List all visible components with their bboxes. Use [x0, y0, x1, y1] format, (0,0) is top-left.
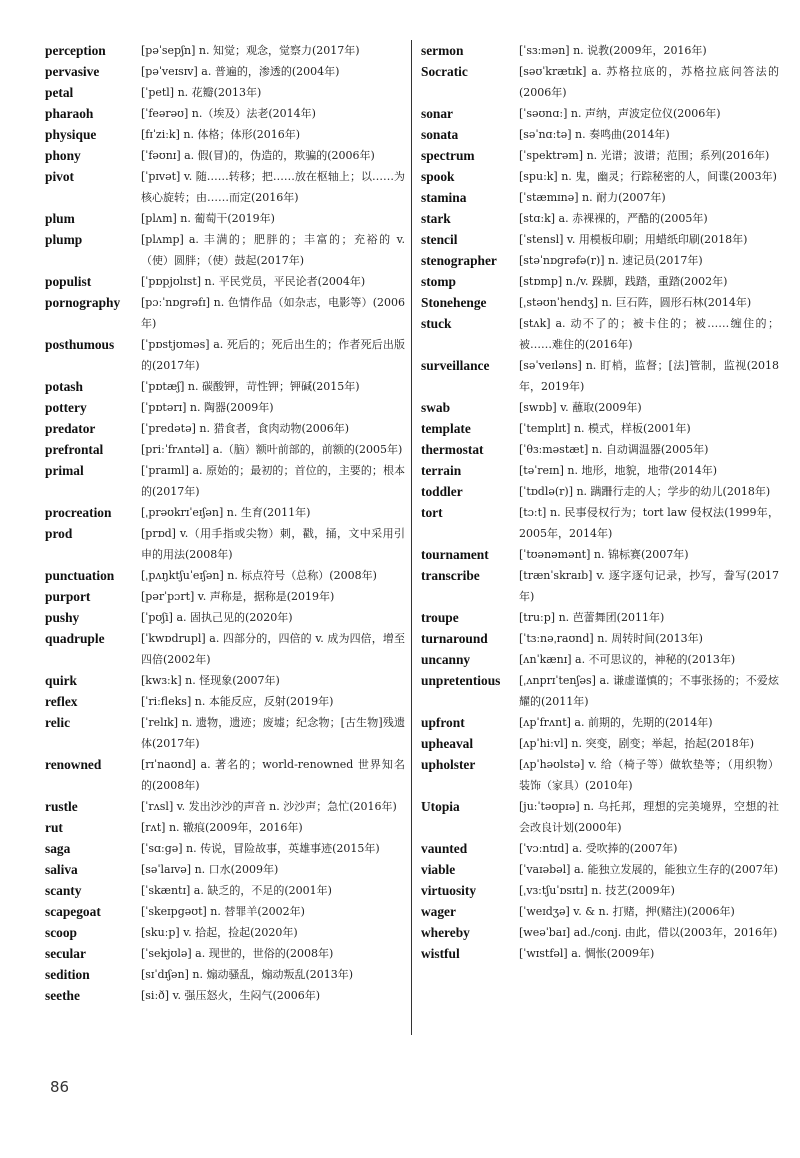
headword: wager	[421, 904, 456, 919]
vocab-entry	[421, 670, 779, 712]
vocab-entry	[421, 355, 779, 397]
definition: [ˈrelɪk] n. 遗物，遗迹；废墟；纪念物；[古生物]残遗体(2017年)	[141, 716, 405, 750]
vocab-entry	[45, 922, 405, 943]
definition: [ˈθɜːməstæt] n. 自动调温器(2005年)	[519, 443, 709, 456]
vocab-entry	[421, 439, 779, 460]
definition: [ˈstensl] v. 用模板印刷；用蜡纸印刷(2018年)	[519, 233, 748, 246]
definition: [ˌstəʊnˈhendʒ] n. 巨石阵，圆形石林(2014年)	[519, 296, 752, 309]
definition: [ˈsekjʊlə] a. 现世的，世俗的(2008年)	[141, 947, 334, 960]
vocab-entry	[45, 145, 405, 166]
vocab-entry	[45, 628, 405, 670]
vocab-entry	[45, 376, 405, 397]
vocab-entry	[45, 82, 405, 103]
vocab-entry	[421, 61, 779, 103]
headword: stencil	[421, 232, 458, 247]
headword: saliva	[45, 862, 78, 877]
definition: [ʌpˈhiːvl] n. 突变，剧变；举起，抬起(2018年)	[519, 737, 755, 750]
vocab-entry	[421, 418, 779, 439]
headword: pervasive	[45, 64, 100, 79]
headword: thermostat	[421, 442, 484, 457]
headword: Stonehenge	[421, 295, 487, 310]
vocab-entry	[45, 61, 405, 82]
vocab-entry	[45, 40, 405, 61]
definition: [səʊˈkrætɪk] a. 苏格拉底的，苏格拉底问答法的(2006年)	[519, 65, 779, 99]
headword: posthumous	[45, 337, 115, 352]
definition: [ˈpɒtərɪ] n. 陶器(2009年)	[141, 401, 274, 414]
vocab-entry	[45, 901, 405, 922]
vocab-entry	[45, 985, 405, 1006]
vocab-entry	[45, 964, 405, 985]
definition: [ˈskæntɪ] a. 缺乏的，不足的(2001年)	[141, 884, 332, 897]
headword: Socratic	[421, 64, 468, 79]
definition: [ˈpɒpjʊlɪst] n. 平民党员，平民论者(2004年)	[141, 275, 366, 288]
definition: [weəˈbaɪ] ad./conj. 由此，借以(2003年，2016年)	[519, 926, 778, 939]
definition: [plʌm] n. 葡萄干(2019年)	[141, 212, 275, 225]
definition: [ˈpɒstjʊməs] a. 死后的；死后出生的；作者死后出版的(2017年)	[141, 338, 405, 372]
definition: [səˈveɪləns] n. 盯梢，监督；[法]管制，监视(2018年，2019年)	[519, 359, 779, 393]
vocab-entry	[421, 859, 779, 880]
definition: [təˈreɪn] n. 地形，地貌，地带(2014年)	[519, 464, 718, 477]
headword: wistful	[421, 946, 460, 961]
definition: [prɒd] v.（用手指或尖物）刺，戳，捅，文中采用引申的用法(2008年)	[141, 527, 405, 561]
definition: [tɔːt] n. 民事侵权行为；tort law 侵权法(1999年，2005年，2014年)	[519, 506, 779, 540]
vocab-entry	[45, 880, 405, 901]
page-number: 86	[50, 1078, 70, 1096]
headword: perception	[45, 43, 106, 58]
definition: [ˈpʊʃi] a. 固执己见的(2020年)	[141, 611, 293, 624]
vocab-entry	[45, 103, 405, 124]
headword: sonar	[421, 106, 453, 121]
vocab-entry	[421, 166, 779, 187]
vocab-entry	[421, 565, 779, 607]
vocab-entry	[45, 124, 405, 145]
headword: sonata	[421, 127, 459, 142]
definition: [ˈtʊənəmənt] n. 锦标赛(2007年)	[519, 548, 689, 561]
vocab-entry	[45, 586, 405, 607]
definition: [truːp] n. 芭蕾舞团(2011年)	[519, 611, 665, 624]
headword: upheaval	[421, 736, 474, 751]
vocab-entry	[421, 880, 779, 901]
headword: spook	[421, 169, 455, 184]
definition: [pɔːˈnɒgrəfɪ] n. 色情作品（如杂志，电影等）(2006年)	[141, 296, 405, 330]
definition: [ˈtɒdlə(r)] n. 蹒跚行走的人；学步的幼儿(2018年)	[519, 485, 771, 498]
vocab-entry	[421, 187, 779, 208]
definition: [ˈsɑːgə] n. 传说，冒险故事，英雄事迹(2015年)	[141, 842, 380, 855]
definition: [ˈsəʊnɑː] n. 声纳，声波定位仪(2006年)	[519, 107, 721, 120]
headword: stomp	[421, 274, 456, 289]
definition: [pərˈpɔrt] v. 声称是，据称是(2019年)	[141, 590, 335, 603]
definition: [ˌvɜːtʃuˈɒsɪtɪ] n. 技艺(2009年)	[519, 884, 675, 897]
headword: secular	[45, 946, 86, 961]
headword: viable	[421, 862, 456, 877]
vocab-entry	[45, 838, 405, 859]
vocab-entry	[45, 439, 405, 460]
headword: transcribe	[421, 568, 480, 583]
headword: virtuosity	[421, 883, 477, 898]
headword: scapegoat	[45, 904, 101, 919]
headword: stark	[421, 211, 451, 226]
definition: [ˈskeɪpgəʊt] n. 替罪羊(2002年)	[141, 905, 305, 918]
headword: upfront	[421, 715, 465, 730]
headword: tournament	[421, 547, 489, 562]
vocab-entry	[421, 922, 779, 943]
left-column	[45, 40, 405, 1006]
vocab-entry	[421, 124, 779, 145]
vocab-entry	[45, 334, 405, 376]
headword: rut	[45, 820, 63, 835]
definition: [ˈvaɪəbəl] a. 能独立发展的，能独立生存的(2007年)	[519, 863, 779, 876]
definition: [ˈtemplɪt] n. 模式，样板(2001年)	[519, 422, 691, 435]
headword: Utopia	[421, 799, 460, 814]
column-divider	[411, 40, 412, 1035]
vocab-entry	[421, 397, 779, 418]
definition: [ʌpˈhəʊlstə] v. 给（椅子等）做软垫等；（用织物）装饰（家具）(2010年)	[519, 758, 779, 792]
vocab-entry	[421, 901, 779, 922]
headword: pottery	[45, 400, 87, 415]
headword: phony	[45, 148, 81, 163]
vocab-entry	[45, 418, 405, 439]
vocab-entry	[421, 250, 779, 271]
headword: reflex	[45, 694, 78, 709]
headword: prefrontal	[45, 442, 104, 457]
headword: pushy	[45, 610, 80, 625]
definition: [səˈlaɪvə] n. 口水(2009年)	[141, 863, 279, 876]
vocab-entry	[421, 628, 779, 649]
vocab-entry	[421, 313, 779, 355]
vocab-entry	[421, 145, 779, 166]
headword: sermon	[421, 43, 464, 58]
definition: [juːˈtəʊpɪə] n. 乌托邦，理想的完美境界，空想的社会改良计划(2000年)	[519, 800, 779, 834]
definition: [ˈvɔːntɪd] a. 受吹捧的(2007年)	[519, 842, 678, 855]
headword: stenographer	[421, 253, 497, 268]
headword: whereby	[421, 925, 470, 940]
headword: swab	[421, 400, 451, 415]
vocab-entry	[45, 460, 405, 502]
definition: [siːð] v. 强压怒火，生闷气(2006年)	[141, 989, 321, 1002]
headword: pharaoh	[45, 106, 94, 121]
definition: [ˈpetl] n. 花瓣(2013年)	[141, 86, 262, 99]
headword: procreation	[45, 505, 112, 520]
definition: [pəˈsepʃn] n. 知觉；观念，觉察力(2017年)	[141, 44, 360, 57]
definition: [kwɜːk] n. 怪现象(2007年)	[141, 674, 280, 687]
vocab-entry	[421, 649, 779, 670]
headword: rustle	[45, 799, 78, 814]
vocab-entry	[45, 670, 405, 691]
vocab-entry	[45, 817, 405, 838]
definition: [fɪˈziːk] n. 体格；体形(2016年)	[141, 128, 301, 141]
vocab-entry	[45, 754, 405, 796]
definition: [ˌʌnprɪˈtenʃəs] a. 谦虚谨慎的；不事张扬的；不爱炫耀的(2011年)	[519, 674, 779, 708]
definition: [stəˈnɒgrəfə(r)] n. 速记员(2017年)	[519, 254, 703, 267]
headword: renowned	[45, 757, 102, 772]
definition: [stɒmp] n./v. 跺脚，践踏，重踏(2002年)	[519, 275, 728, 288]
vocab-entry	[45, 565, 405, 586]
definition: [spuːk] n. 鬼，幽灵；行踪秘密的人，间谍(2003年)	[519, 170, 777, 183]
vocab-entry	[421, 796, 779, 838]
headword: scoop	[45, 925, 77, 940]
definition: [trænˈskraɪb] v. 逐字逐句记录，抄写，誊写(2017年)	[519, 569, 779, 603]
headword: stuck	[421, 316, 452, 331]
vocab-entry	[45, 607, 405, 628]
vocab-entry	[421, 271, 779, 292]
vocab-entry	[421, 502, 779, 544]
definition: [ˈfəʊnɪ] a. 假(冒)的，伪造的，欺骗的(2006年)	[141, 149, 375, 162]
headword: populist	[45, 274, 92, 289]
headword: uncanny	[421, 652, 471, 667]
vocab-entry	[45, 502, 405, 523]
vocab-entry	[421, 712, 779, 733]
headword: quadruple	[45, 631, 105, 646]
headword: sedition	[45, 967, 90, 982]
headword: relic	[45, 715, 71, 730]
vocab-entry	[45, 712, 405, 754]
headword: petal	[45, 85, 74, 100]
headword: terrain	[421, 463, 462, 478]
vocab-entry	[421, 292, 779, 313]
headword: physique	[45, 127, 97, 142]
vocab-entry	[421, 460, 779, 481]
headword: pornography	[45, 295, 121, 310]
headword: spectrum	[421, 148, 475, 163]
vocab-entry	[421, 607, 779, 628]
definition: [ˌpʌŋktʃuˈeɪʃən] n. 标点符号（总称）(2008年)	[141, 569, 377, 582]
definition: [ˈpraɪml] a. 原始的；最初的；首位的，主要的；根本的(2017年)	[141, 464, 405, 498]
definition: [skuːp] v. 拾起，捡起(2020年)	[141, 926, 298, 939]
headword: quirk	[45, 673, 78, 688]
definition: [ˈsɜːmən] n. 说教(2009年，2016年)	[519, 44, 707, 57]
vocab-entry	[45, 292, 405, 334]
vocab-entry	[45, 271, 405, 292]
headword: primal	[45, 463, 84, 478]
headword: tort	[421, 505, 443, 520]
definition: [ˈpredətə] n. 猎食者，食肉动物(2006年)	[141, 422, 350, 435]
vocab-entry	[421, 229, 779, 250]
vocab-entry	[45, 943, 405, 964]
vocab-entry	[421, 40, 779, 61]
vocab-entry	[45, 208, 405, 229]
vocab-entry	[421, 481, 779, 502]
headword: unpretentious	[421, 673, 501, 688]
headword: upholster	[421, 757, 476, 772]
vocab-entry	[45, 523, 405, 565]
definition: [rɪˈnaʊnd] a. 著名的；world-renowned 世界知名的(2008年)	[141, 758, 405, 792]
vocab-entry	[421, 208, 779, 229]
headword: template	[421, 421, 471, 436]
headword: toddler	[421, 484, 463, 499]
vocab-entry	[421, 838, 779, 859]
definition: [plʌmp] a. 丰满的；肥胖的；丰富的；充裕的 v.（使）圆胖；（使）鼓起(2017年)	[141, 233, 405, 267]
definition: [pəˈveɪsɪv] a. 普遍的，渗透的(2004年)	[141, 65, 340, 78]
definition: [səˈnɑːtə] n. 奏鸣曲(2014年)	[519, 128, 670, 141]
definition: [priːˈfrʌntəl] a.（脑）额叶前部的，前额的(2005年)	[141, 443, 403, 456]
definition: [stɑːk] a. 赤裸裸的，严酷的(2005年)	[519, 212, 708, 225]
definition: [ˈpɪvət] v. 随……转移；把……放在枢轴上；以……为核心旋转；由……而定(2016年)	[141, 170, 405, 204]
headword: troupe	[421, 610, 459, 625]
headword: punctuation	[45, 568, 115, 583]
definition: [ʌpˈfrʌnt] a. 前期的，先期的(2014年)	[519, 716, 713, 729]
vocab-entry	[421, 544, 779, 565]
definition: [ˈkwɒdrupl] a. 四部分的，四倍的 v. 成为四倍，增至四倍(2002年)	[141, 632, 405, 666]
headword: vaunted	[421, 841, 468, 856]
definition: [ˈtɜːnəˌraʊnd] n. 周转时间(2013年)	[519, 632, 703, 645]
vocab-entry	[45, 796, 405, 817]
definition: [ˈstæmɪnə] n. 耐力(2007年)	[519, 191, 666, 204]
headword: plum	[45, 211, 75, 226]
definition: [ˈpɒtæʃ] n. 碳酸钾，苛性钾；钾碱(2015年)	[141, 380, 360, 393]
headword: potash	[45, 379, 83, 394]
vocab-entry	[45, 229, 405, 271]
vocab-entry	[45, 397, 405, 418]
vocab-entry	[45, 691, 405, 712]
headword: plump	[45, 232, 83, 247]
definition: [rʌt] n. 辙痕(2009年，2016年)	[141, 821, 303, 834]
definition: [ˈspektrəm] n. 光谱；波谱；范围；系列(2016年)	[519, 149, 770, 162]
definition: [ˈweɪdʒə] v. & n. 打赌，押(赌注)(2006年)	[519, 905, 735, 918]
definition: [ˈfeərəʊ] n.（埃及）法老(2014年)	[141, 107, 316, 120]
headword: pivot	[45, 169, 75, 184]
vocab-entry	[421, 943, 779, 964]
headword: seethe	[45, 988, 80, 1003]
definition: [swɒb] v. 蘸取(2009年)	[519, 401, 642, 414]
definition: [sɪˈdɪʃən] n. 煽动骚乱，煽动叛乱(2013年)	[141, 968, 354, 981]
definition: [ˈriːfleks] n. 本能反应，反射(2019年)	[141, 695, 334, 708]
definition: [ˌprəʊkrɪˈeɪʃən] n. 生育(2011年)	[141, 506, 311, 519]
vocab-entry	[421, 754, 779, 796]
vocab-entry	[45, 166, 405, 208]
headword: turnaround	[421, 631, 488, 646]
definition: [stʌk] a. 动不了的；被卡住的；被……缠住的；被……难住的(2016年)	[519, 317, 779, 351]
headword: surveillance	[421, 358, 490, 373]
definition: [ʌnˈkænɪ] a. 不可思议的，神秘的(2013年)	[519, 653, 736, 666]
definition: [ˈwɪstfəl] a. 惆怅(2009年)	[519, 947, 655, 960]
vocab-entry	[421, 733, 779, 754]
headword: saga	[45, 841, 71, 856]
vocab-entry	[421, 103, 779, 124]
headword: stamina	[421, 190, 467, 205]
headword: prod	[45, 526, 73, 541]
headword: scanty	[45, 883, 82, 898]
definition: [ˈrʌsl] v. 发出沙沙的声音 n. 沙沙声；急忙(2016年)	[141, 800, 397, 813]
headword: predator	[45, 421, 96, 436]
vocab-entry	[45, 859, 405, 880]
headword: purport	[45, 589, 91, 604]
right-column	[421, 40, 779, 964]
